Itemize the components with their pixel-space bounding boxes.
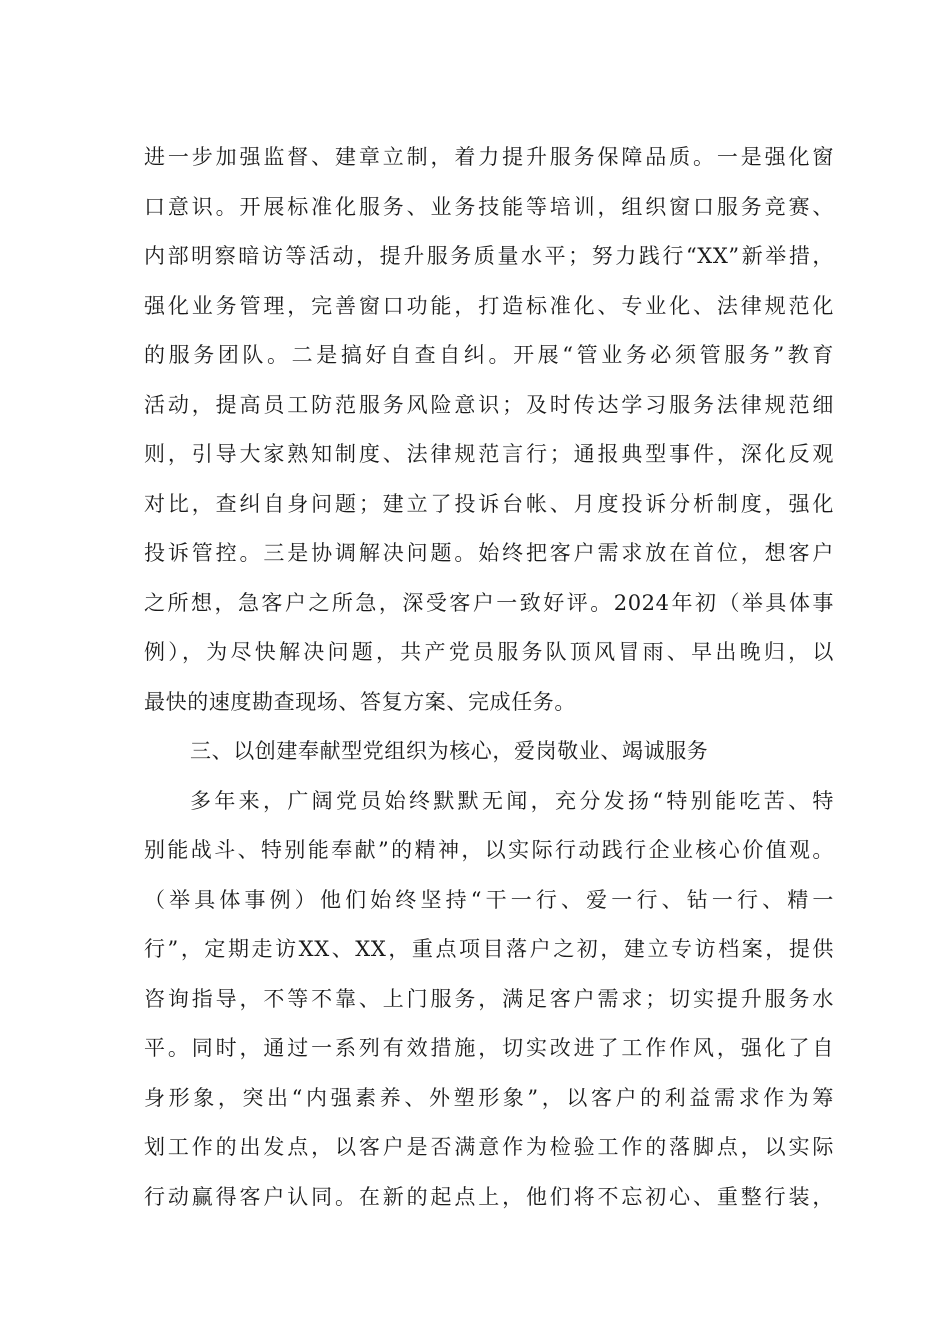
text-line: 进一步加强监督、建章立制，着力提升服务保障品质。一是强化窗 (144, 145, 834, 169)
text-line: 活动，提高员工防范服务风险意识；及时传达学习服务法律规范细 (144, 392, 834, 417)
text-line: 行动赢得客户认同。在新的起点上，他们将不忘初心、重整行装， (144, 1184, 834, 1209)
text-line: 行”，定期走访XX、XX，重点项目落户之初，建立专访档案，提供 (144, 937, 834, 961)
paragraph-end-line: 最快的速度勘查现场、答复方案、完成任务。 (144, 689, 576, 714)
document-body (144, 133, 834, 1222)
text-line: 强化业务管理，完善窗口功能，打造标准化、专业化、法律规范化 (144, 293, 834, 318)
text-line: 则，引导大家熟知制度、法律规范言行；通报典型事件，深化反观 (144, 442, 834, 466)
text-line: 投诉管控。三是协调解决问题。始终把客户需求放在首位，想客户 (144, 541, 834, 565)
section-heading: 三、以创建奉献型党组织为核心，爱岗敬业、竭诚服务 (190, 739, 709, 763)
text-line: 口意识。开展标准化服务、业务技能等培训，组织窗口服务竞赛、 (144, 194, 834, 219)
text-line: 平。同时，通过一系列有效措施，切实改进了工作作风，强化了自 (144, 1036, 834, 1060)
paragraph-first-line: 多年来，广阔党员始终默默无闻，充分发扬“特别能吃苦、特 (190, 788, 834, 813)
text-line: 划工作的出发点，以客户是否满意作为检验工作的落脚点，以实际 (144, 1135, 834, 1159)
text-line: 例），为尽快解决问题，共产党员服务队顶风冒雨、早出晚归，以 (144, 640, 834, 664)
text-line: 咨询指导，不等不靠、上门服务，满足客户需求；切实提升服务水 (144, 986, 834, 1011)
text-line: （举具体事例）他们始终坚持“干一行、爱一行、钻一行、精一 (144, 887, 834, 912)
text-line: 内部明察暗访等活动，提升服务质量水平；努力践行“XX”新举措， (144, 244, 834, 268)
text-line: 别能战斗、特别能奉献”的精神，以实际行动践行企业核心价值观。 (144, 838, 834, 862)
text-line: 对比，查纠自身问题；建立了投诉台帐、月度投诉分析制度，强化 (144, 491, 834, 516)
text-line: 的服务团队。二是搞好自查自纠。开展“管业务必须管服务”教育 (144, 343, 834, 367)
text-line: 身形象，突出“内强素养、外塑形象”，以客户的利益需求作为筹 (144, 1085, 834, 1110)
text-line: 之所想，急客户之所急，深受客户一致好评。2024年初（举具体事 (144, 590, 834, 615)
